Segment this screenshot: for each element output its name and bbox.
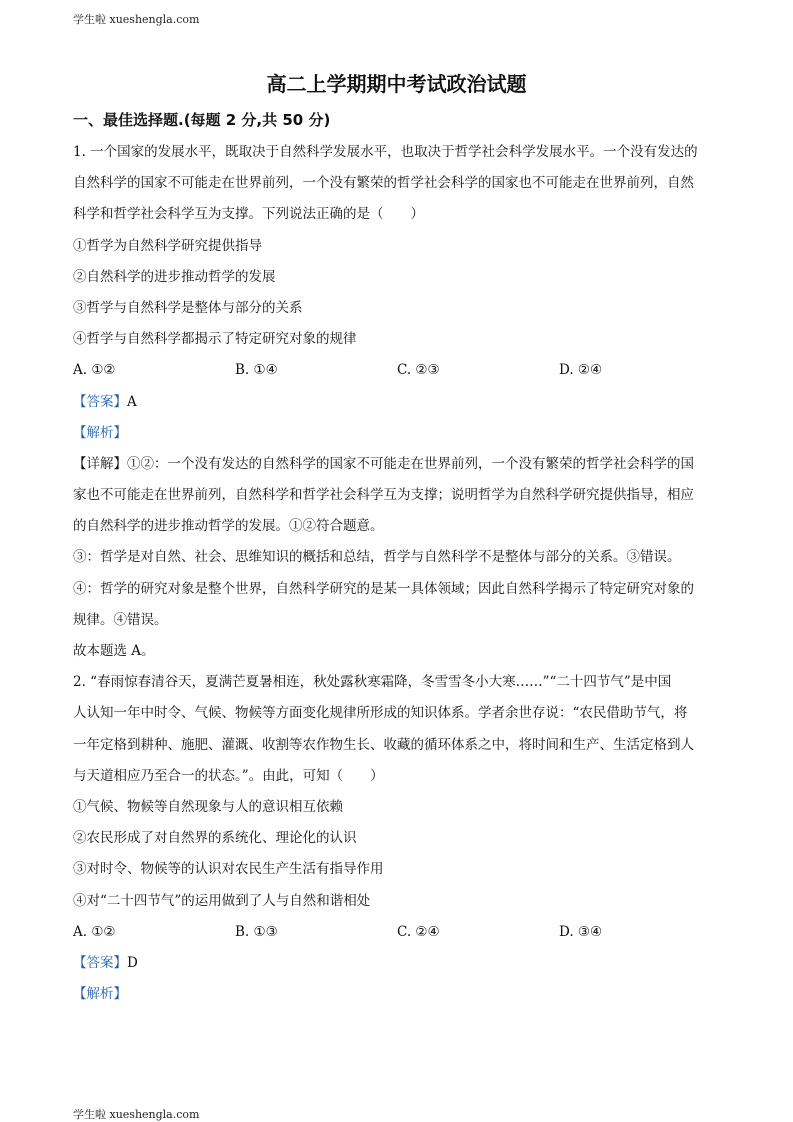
- q2-stem-line: 人认知一年中时令、气候、物候等方面变化规律所形成的知识体系。学者余世存说：“农民借助节气，将: [73, 705, 688, 722]
- q1-option-d: D. ②④: [559, 362, 603, 379]
- q2-stem-line: 一年定格到耕种、施肥、灌溉、收割等农作物生长、收藏的循环体系之中，将时间和生产、生活定格到人: [73, 736, 694, 753]
- q1-answer: [73, 387, 723, 418]
- q1-conclusion: 故本题选 A。: [73, 643, 155, 659]
- q1-statement: ①哲学为自然科学研究提供指导: [73, 237, 262, 254]
- q2-answer: [73, 948, 723, 979]
- q2-statement: ②农民形成了对自然界的系统化、理论化的认识: [73, 830, 357, 847]
- q1-statement: ③哲学与自然科学是整体与部分的关系: [73, 299, 303, 316]
- question-2: [73, 667, 723, 1010]
- q2-option-c: C. ②④: [397, 923, 440, 940]
- q1-option-b: B. ①④: [235, 362, 278, 379]
- q1-detail-line: ④：哲学的研究对象是整个世界，自然科学研究的是某一具体领域；因此自然科学揭示了特定研究对象的: [73, 580, 694, 597]
- q1-option-a: A. ①②: [73, 362, 116, 379]
- q1-statement: ④哲学与自然科学都揭示了特定研究对象的规律: [73, 331, 357, 348]
- answer-tag: 【答案】: [73, 393, 127, 410]
- q1-analysis: [73, 418, 723, 449]
- q2-stem-line: 2. “春雨惊春清谷天，夏满芒夏暑相连，秋处露秋寒霜降，冬雪雪冬小大寒……”“二十四节气”是中国: [73, 674, 672, 691]
- q1-detail-line: 的自然科学的进步推动哲学的发展。①②符合题意。: [73, 518, 384, 535]
- q1-stem-line: 1. 一个国家的发展水平，既取决于自然科学发展水平，也取决于哲学社会科学发展水平。一个没有发达的: [73, 144, 698, 160]
- q2-statement: ④对“二十四节气”的运用做到了人与自然和谐相处: [73, 892, 371, 909]
- question-1: [73, 137, 723, 667]
- analysis-tag: 【解析】: [73, 424, 127, 441]
- analysis-tag: 【解析】: [73, 986, 127, 1003]
- q1-statement: ②自然科学的进步推动哲学的发展: [73, 268, 276, 285]
- q1-options: [73, 355, 723, 386]
- q1-stem-line: 自然科学的国家不可能走在世界前列，一个没有繁荣的哲学社会科学的国家也不可能走在世界前列，自然: [73, 175, 694, 192]
- answer-value: A: [127, 393, 137, 410]
- q2-option-b: B. ①③: [235, 923, 278, 940]
- header-watermark: 学生啦 xueshengla.com: [73, 13, 200, 26]
- q2-options: [73, 917, 723, 948]
- q2-statement: ③对时令、物候等的认识对农民生产生活有指导作用: [73, 861, 384, 878]
- q1-option-c: C. ②③: [397, 362, 440, 379]
- section-heading: 一、最佳选择题.(每题 2 分,共 50 分): [73, 111, 331, 129]
- q1-detail-line: [73, 449, 723, 480]
- q2-option-a: A. ①②: [73, 923, 116, 940]
- q1-stem-line: 科学和哲学社会科学互为支撑。下列说法正确的是（ ）: [73, 206, 424, 223]
- q2-stem-line: 与天道相应乃至合一的状态。”。由此，可知（ ）: [73, 767, 384, 784]
- q2-analysis: [73, 979, 723, 1010]
- answer-value: D: [127, 954, 138, 971]
- detail-text: ①②：一个没有发达的自然科学的国家不可能走在世界前列，一个没有繁荣的哲学社会科学的国: [127, 455, 694, 472]
- q2-option-d: D. ③④: [559, 923, 603, 940]
- q2-statement: ①气候、物候等自然现象与人的意识相互依赖: [73, 798, 343, 815]
- detail-tag: 【详解】: [73, 455, 127, 472]
- page-title: 高二上学期期中考试政治试题: [266, 72, 527, 96]
- q1-detail-line: ③：哲学是对自然、社会、思维知识的概括和总结，哲学与自然科学不是整体与部分的关系。③错误。: [73, 549, 681, 566]
- q1-detail-line: 规律。④错误。: [73, 611, 168, 628]
- answer-tag: 【答案】: [73, 954, 127, 971]
- q1-detail-line: 家也不可能走在世界前列，自然科学和哲学社会科学互为支撑；说明哲学为自然科学研究提供指导，相应: [73, 487, 694, 504]
- document-body: [73, 137, 723, 1010]
- footer-watermark: 学生啦 xueshengla.com: [73, 1108, 200, 1121]
